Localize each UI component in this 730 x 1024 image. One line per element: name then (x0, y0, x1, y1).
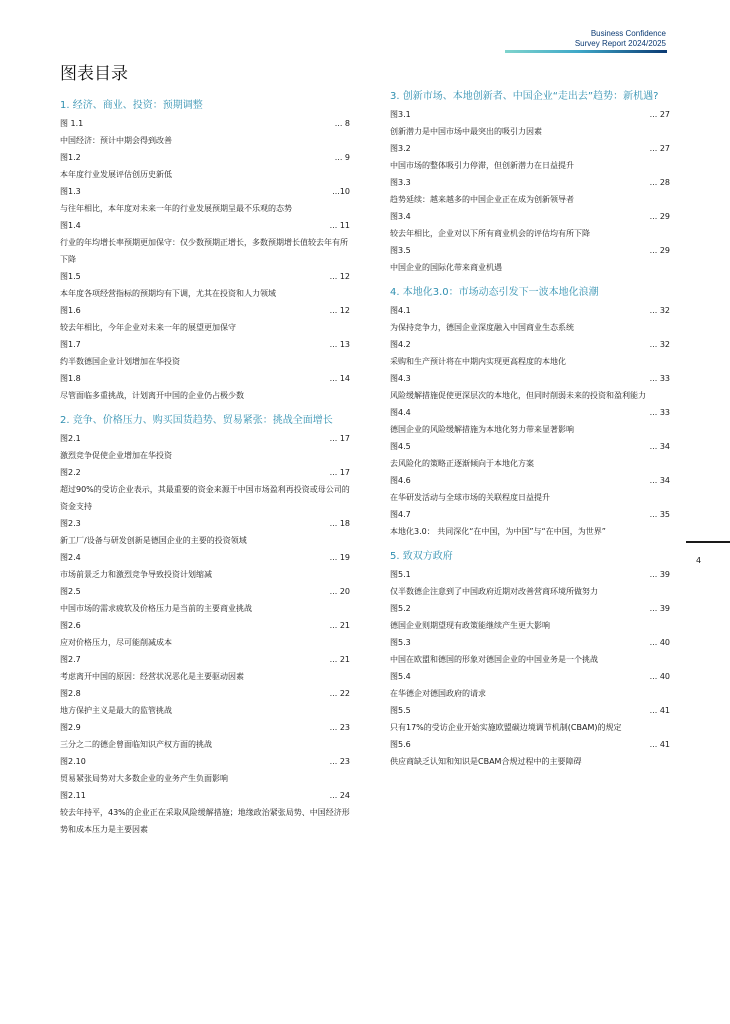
figure-page: ... 33 (649, 374, 670, 383)
figure-page: ... 28 (649, 178, 670, 187)
toc-entry-row[interactable] (60, 651, 350, 668)
toc-entry-row[interactable] (390, 702, 670, 719)
toc-entry-row[interactable] (60, 719, 350, 736)
section-heading[interactable]: 4. 本地化3.0：市场动态引发下一波本地化浪潮 (390, 287, 599, 298)
figure-label: 图4.4 (390, 408, 411, 417)
figure-label: 图3.3 (390, 178, 411, 187)
toc-section (60, 97, 350, 404)
toc-left-column (60, 97, 350, 846)
figure-page: ... 40 (649, 672, 670, 681)
figure-description[interactable]: 仅半数德企注意到了中国政府近期对改善营商环境所做努力 (390, 587, 598, 596)
toc-entry-row[interactable] (60, 430, 350, 447)
figure-description[interactable]: 本地化3.0： 共同深化“在中国，为中国”与“在中国，为世界” (390, 527, 606, 536)
figure-description[interactable]: 尽管面临多重挑战，计划离开中国的企业仍占极少数 (60, 391, 244, 400)
toc-entry-row[interactable] (390, 336, 670, 353)
figure-page: ... 40 (649, 638, 670, 647)
figure-label: 图2.3 (60, 519, 81, 528)
figure-page: ... 29 (649, 246, 670, 255)
figure-description[interactable]: 应对价格压力，尽可能削减成本 (60, 638, 172, 647)
figure-description[interactable]: 只有17%的受访企业开始实施欧盟碳边境调节机制(CBAM)的规定 (390, 723, 622, 732)
figure-description[interactable]: 在华德企对德国政府的请求 (390, 689, 486, 698)
figure-description[interactable]: 中国市场的整体吸引力停滞，但创新潜力在日益提升 (390, 161, 574, 170)
figure-label: 图2.2 (60, 468, 81, 477)
figure-page: ... 21 (329, 655, 350, 664)
figure-description[interactable]: 中国市场的需求疲软及价格压力是当前的主要商业挑战 (60, 604, 252, 613)
toc-entry-row[interactable] (390, 208, 670, 225)
figure-label: 图3.2 (390, 144, 411, 153)
figure-page: ... 23 (329, 757, 350, 766)
figure-page: ... 24 (329, 791, 350, 800)
figure-page: ... 17 (329, 434, 350, 443)
figure-label: 图1.2 (60, 153, 81, 162)
figure-label: 图2.1 (60, 434, 81, 443)
toc-entry-row[interactable] (390, 106, 670, 123)
figure-description[interactable]: 为保持竞争力，德国企业深度融入中国商业生态系统 (390, 323, 574, 332)
toc-entry-row[interactable] (390, 668, 670, 685)
figure-label: 图5.1 (390, 570, 411, 579)
figure-page: ... 32 (649, 340, 670, 349)
toc-right-column (390, 88, 670, 778)
figure-page: ... 32 (649, 306, 670, 315)
toc-entry-row[interactable] (60, 370, 350, 387)
figure-page: ... 12 (329, 272, 350, 281)
figure-label: 图2.4 (60, 553, 81, 562)
figure-label: 图4.2 (390, 340, 411, 349)
toc-entry-row[interactable] (60, 464, 350, 481)
figure-label: 图1.5 (60, 272, 81, 281)
figure-description[interactable]: 德国企业的风险缓解措施为本地化努力带来显著影响 (390, 425, 574, 434)
figure-label: 图2.11 (60, 791, 86, 800)
figure-page: ... 35 (649, 510, 670, 519)
toc-entry-row[interactable] (60, 549, 350, 566)
figure-description[interactable]: 德国企业则期望现有政策能继续产生更大影响 (390, 621, 550, 630)
section-heading[interactable]: 5. 致双方政府 (390, 551, 453, 562)
figure-label: 图2.7 (60, 655, 81, 664)
toc-entry-row[interactable] (390, 242, 670, 259)
figure-page: ... 18 (329, 519, 350, 528)
figure-description[interactable]: 中国经济：预计中期会得到改善 (60, 136, 172, 145)
figure-label: 图 1.1 (60, 119, 84, 128)
figure-page: ... 39 (649, 604, 670, 613)
figure-page: ... 29 (649, 212, 670, 221)
figure-page: ... 17 (329, 468, 350, 477)
figure-page: ... 14 (329, 374, 350, 383)
figure-page: ... 27 (649, 144, 670, 153)
toc-entry-row[interactable] (390, 600, 670, 617)
figure-page: ... 9 (334, 153, 350, 162)
figure-label: 图4.7 (390, 510, 411, 519)
figure-label: 图2.5 (60, 587, 81, 596)
page-number: 4 (696, 556, 702, 565)
figure-description[interactable]: 市场前景乏力和激烈竞争导致投资计划缩减 (60, 570, 212, 579)
figure-page: ... 34 (649, 442, 670, 451)
figure-label: 图2.8 (60, 689, 81, 698)
brand-line-2: Survey Report 2024/2025 (574, 39, 666, 48)
figure-description[interactable]: 本年度行业发展评估创历史新低 (60, 170, 172, 179)
toc-entry-row[interactable] (60, 685, 350, 702)
figure-description[interactable]: 考虑离开中国的原因：经营状况恶化是主要驱动因素 (60, 672, 244, 681)
figure-label: 图3.5 (390, 246, 411, 255)
toc-entry-row[interactable] (390, 302, 670, 319)
figure-page: ... 41 (649, 706, 670, 715)
figure-label: 图5.2 (390, 604, 411, 613)
toc-entry-row[interactable] (60, 149, 350, 166)
toc-entry-row[interactable] (60, 302, 350, 319)
figure-description[interactable]: 创新潜力是中国市场中最突出的吸引力因素 (390, 127, 542, 136)
brand-gradient-bar (505, 50, 667, 53)
toc-section (60, 412, 350, 838)
toc-section (390, 88, 670, 276)
figure-description[interactable]: 约半数德国企业计划增加在华投资 (60, 357, 180, 366)
toc-entry-row[interactable] (60, 183, 350, 200)
toc-entry-row[interactable] (390, 370, 670, 387)
figure-description[interactable]: 风险缓解措施促使更深层次的本地化，但同时削弱未来的投资和盈利能力 (390, 391, 646, 400)
figure-description[interactable]: 新工厂/设备与研发创新是德国企业的主要的投资领域 (60, 536, 247, 545)
figure-label: 图4.3 (390, 374, 411, 383)
toc-entry-row[interactable] (390, 736, 670, 753)
figure-page: ... 13 (329, 340, 350, 349)
figure-label: 图3.4 (390, 212, 411, 221)
toc-entry-row[interactable] (60, 583, 350, 600)
figure-label: 图5.5 (390, 706, 411, 715)
toc-entry-row[interactable] (60, 217, 350, 234)
figure-description[interactable]: 采购和生产预计将在中期内实现更高程度的本地化 (390, 357, 566, 366)
figure-description[interactable]: 趋势延续：越来越多的中国企业正在成为创新领导者 (390, 195, 574, 204)
figure-description[interactable]: 激烈竞争促使企业增加在华投资 (60, 451, 172, 460)
figure-page: ... 19 (329, 553, 350, 562)
figure-description[interactable]: 本年度各项经营指标的预期均有下调，尤其在投资和人力领域 (60, 289, 276, 298)
figure-label: 图4.6 (390, 476, 411, 485)
figure-description[interactable]: 较去年相比，企业对以下所有商业机会的评估均有所下降 (390, 229, 590, 238)
figure-description[interactable]: 中国在欧盟和德国的形象对德国企业的中国业务是一个挑战 (390, 655, 598, 664)
section-heading[interactable]: 1. 经济、商业、投资：预期调整 (60, 100, 203, 111)
figure-label: 图4.5 (390, 442, 411, 451)
figure-description[interactable]: 贸易紧张局势对大多数企业的业务产生负面影响 (60, 774, 228, 783)
figure-label: 图2.9 (60, 723, 81, 732)
toc-entry-row[interactable] (390, 506, 670, 523)
brand-line-1: Business Confidence (590, 29, 666, 38)
figure-label: 图1.3 (60, 187, 81, 196)
figure-label: 图1.8 (60, 374, 81, 383)
figure-page: ... 39 (649, 570, 670, 579)
toc-entry-row[interactable] (390, 438, 670, 455)
brand-header (575, 29, 666, 49)
figure-label: 图5.6 (390, 740, 411, 749)
toc-entry-row[interactable] (390, 566, 670, 583)
figure-page: ... 12 (329, 306, 350, 315)
figure-description[interactable]: 去风险化的策略正逐渐倾向于本地化方案 (390, 459, 534, 468)
toc-entry-row[interactable] (390, 174, 670, 191)
figure-label: 图2.6 (60, 621, 81, 630)
figure-page: ... 33 (649, 408, 670, 417)
figure-label: 图1.6 (60, 306, 81, 315)
page-title: 图表目录 (60, 64, 128, 84)
figure-description[interactable]: 超过90%的受访企业表示，其最重要的资金来源于中国市场盈利再投资或母公司的资金支持 (60, 485, 350, 511)
figure-label: 图5.3 (390, 638, 411, 647)
section-heading[interactable]: 3. 创新市场、本地创新者、中国企业“走出去”趋势：新机遇? (390, 91, 659, 102)
toc-entry-row[interactable] (390, 472, 670, 489)
figure-label: 图1.4 (60, 221, 81, 230)
toc-entry-row[interactable] (60, 336, 350, 353)
figure-page: ...10 (332, 187, 350, 196)
figure-page: ... 21 (329, 621, 350, 630)
figure-description[interactable]: 行业的年均增长率预期更加保守：仅少数预期正增长，多数预期增长值较去年有所下降 (60, 238, 348, 264)
figure-label: 图1.7 (60, 340, 81, 349)
figure-description[interactable]: 较去年相比，今年企业对未来一年的展望更加保守 (60, 323, 236, 332)
figure-page: ... 22 (329, 689, 350, 698)
toc-entry-row[interactable] (60, 515, 350, 532)
figure-description[interactable]: 三分之二的德企曾面临知识产权方面的挑战 (60, 740, 212, 749)
figure-page: ... 23 (329, 723, 350, 732)
figure-page: ... 8 (334, 119, 350, 128)
toc-entry-row[interactable] (60, 115, 350, 132)
toc-entry-row[interactable] (390, 634, 670, 651)
figure-label: 图4.1 (390, 306, 411, 315)
page-number-rule (686, 541, 730, 543)
figure-description[interactable]: 地方保护主义是最大的监管挑战 (60, 706, 172, 715)
figure-page: ... 34 (649, 476, 670, 485)
figure-label: 图2.10 (60, 757, 86, 766)
toc-section (390, 548, 670, 770)
figure-description[interactable]: 中国企业的国际化带来商业机遇 (390, 263, 502, 272)
figure-page: ... 20 (329, 587, 350, 596)
figure-page: ... 41 (649, 740, 670, 749)
figure-description[interactable]: 在华研发活动与全球市场的关联程度日益提升 (390, 493, 550, 502)
toc-entry-row[interactable] (390, 404, 670, 421)
toc-entry-row[interactable] (60, 787, 350, 804)
figure-label: 图3.1 (390, 110, 411, 119)
figure-description[interactable]: 供应商缺乏认知和知识是CBAM合规过程中的主要障碍 (390, 757, 582, 766)
figure-page: ... 27 (649, 110, 670, 119)
figure-label: 图5.4 (390, 672, 411, 681)
figure-page: ... 11 (329, 221, 350, 230)
toc-entry-row[interactable] (60, 617, 350, 634)
toc-entry-row[interactable] (60, 753, 350, 770)
figure-description[interactable]: 较去年持平，43%的企业正在采取风险缓解措施；地缘政治紧张局势、中国经济形势和成本压力是主要因素 (60, 808, 350, 834)
toc-entry-row[interactable] (60, 268, 350, 285)
figure-description[interactable]: 与往年相比，本年度对未来一年的行业发展预期呈最不乐观的态势 (60, 204, 292, 213)
toc-entry-row[interactable] (390, 140, 670, 157)
section-heading[interactable]: 2. 竞争、价格压力、购买国货趋势、贸易紧张：挑战全面增长 (60, 415, 333, 426)
toc-section (390, 284, 670, 540)
